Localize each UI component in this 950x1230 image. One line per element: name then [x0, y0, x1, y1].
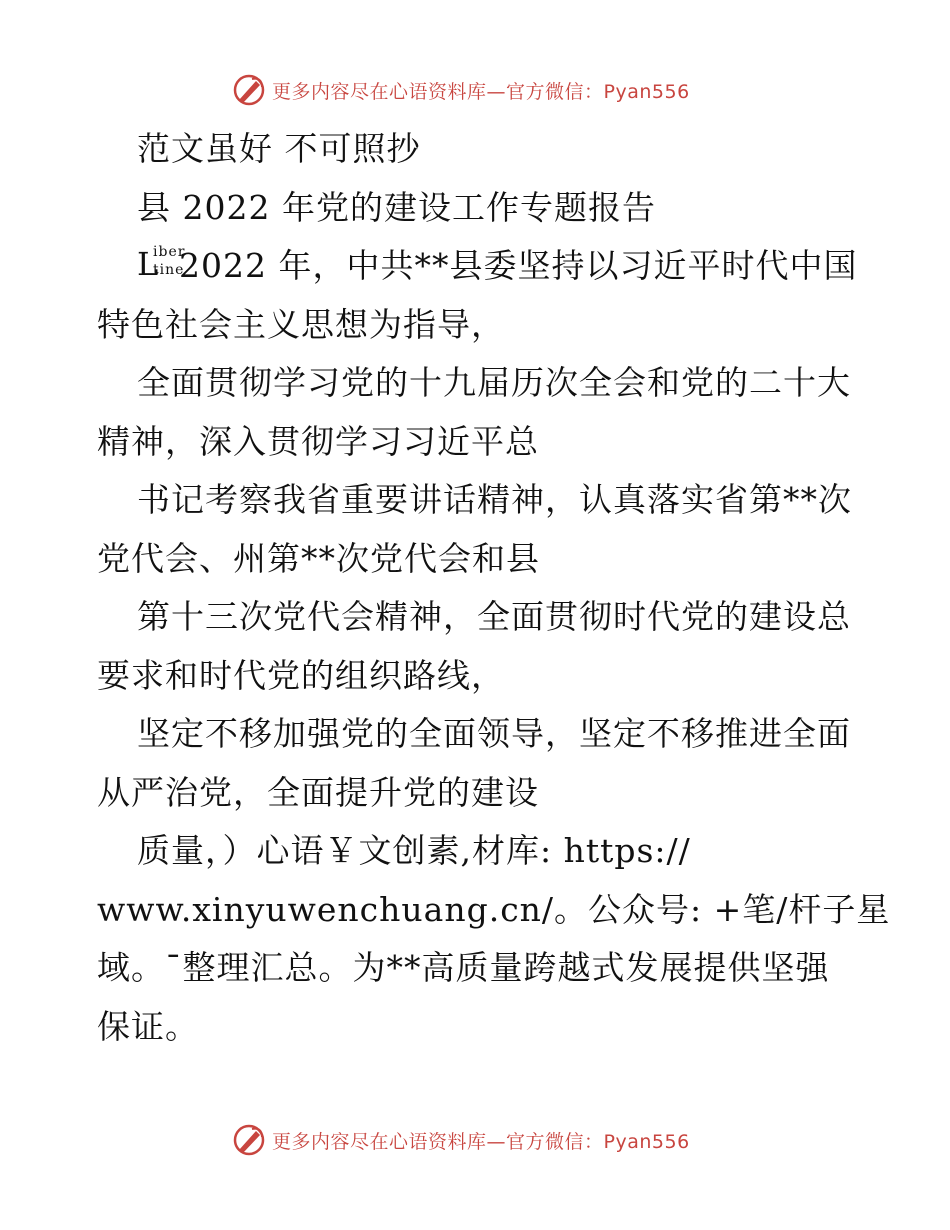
paragraph-line: 域。¯整理汇总。为**高质量跨越式发展提供坚强 — [97, 948, 830, 987]
paragraph-line: 党代会、州第**次党代会和县 — [97, 538, 540, 578]
paragraph-line: 第十三次党代会精神，全面贯彻时代党的建设总 — [137, 597, 851, 636]
watermark-text: 更多内容尽在心语资料库—官方微信：Pyan556 — [272, 1130, 690, 1153]
paragraph-line: 全面贯彻学习党的十九届历次全会和党的二十大 — [137, 363, 851, 402]
paragraph-line: 质量，）心语￥文创素,材库: https:// — [137, 831, 691, 870]
pen-logo-icon — [232, 73, 266, 107]
document-title: 县 2022 年党的建设工作专题报告 — [137, 187, 656, 227]
paragraph-line: 特色社会主义思想为指导， — [97, 304, 505, 344]
paragraph-line: www.xinyuwenchuang.cn/。公众号: +笔/杆子星 — [97, 889, 891, 929]
watermark-header — [232, 72, 690, 108]
watermark-text: 更多内容尽在心语资料库—官方微信：Pyan556 — [272, 80, 690, 103]
wechat-id: Pyan556 — [603, 80, 690, 103]
document-body — [97, 120, 891, 1056]
paragraph-line: L iber tine 2022 年，中共**县委坚持以习近平时代中国 — [137, 244, 858, 285]
paragraph-line: 保证。 — [97, 1006, 199, 1046]
wechat-id: Pyan556 — [603, 1130, 690, 1153]
watermark-footer — [232, 1122, 690, 1158]
paragraph-line: 精神，深入贯彻学习习近平总 — [97, 421, 539, 461]
paragraph-line: 书记考察我省重要讲话精神，认真落实省第**次 — [137, 480, 852, 519]
paragraph-line: 从严治党，全面提升党的建设 — [97, 772, 539, 812]
paragraph-line: 要求和时代党的组织路线， — [97, 655, 505, 695]
paragraph-line: 坚定不移加强党的全面领导，坚定不移推进全面 — [137, 714, 851, 753]
pen-logo-icon — [232, 1123, 266, 1157]
liber-tine-glyph: L iber tine — [137, 244, 186, 283]
motto-line: 范文虽好 不可照抄 — [137, 129, 421, 168]
